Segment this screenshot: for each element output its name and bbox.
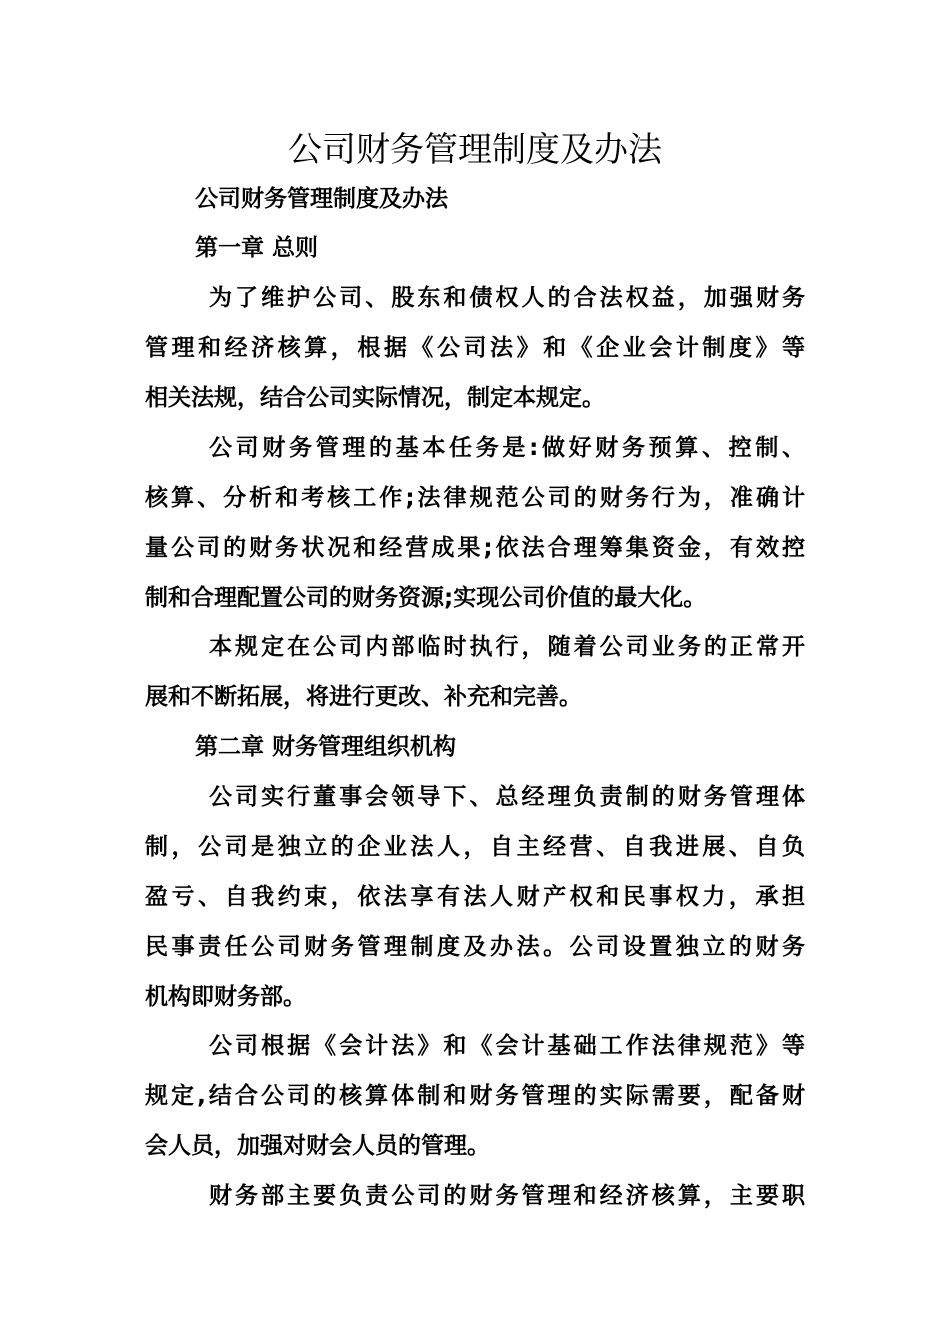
paragraph-line: 会人员，加强对财会人员的管理。 <box>145 1133 490 1159</box>
document-subtitle: 公司财务管理制度及办法 <box>195 186 448 212</box>
paragraph-line: 制，公司是独立的企业法人，自主经营、自我进展、自负 <box>145 834 805 860</box>
paragraph-line: 展和不断拓展，将进行更改、补充和完善。 <box>145 684 582 710</box>
chapter-2-heading: 第二章 财务管理组织机构 <box>195 734 457 760</box>
paragraph-line: 制和合理配置公司的财务资源;实现公司价值的最大化。 <box>145 585 707 611</box>
paragraph-line: 本规定在公司内部临时执行，随着公司业务的正常开 <box>209 634 805 660</box>
paragraph-line: 管理和经济核算，根据《公司法》和《企业会计制度》等 <box>145 335 805 361</box>
paragraph-line: 规定,结合公司的核算体制和财务管理的实际需要，配备财 <box>145 1083 805 1109</box>
paragraph-line: 为了维护公司、股东和债权人的合法权益，加强财务 <box>209 285 805 311</box>
paragraph-line: 机构即财务部。 <box>145 984 306 1010</box>
paragraph-line: 财务部主要负责公司的财务管理和经济核算，主要职 <box>209 1183 805 1209</box>
paragraph-line: 公司实行董事会领导下、总经理负责制的财务管理体 <box>209 784 805 810</box>
paragraph-line: 核算、分析和考核工作;法律规范公司的财务行为，准确计 <box>145 485 805 511</box>
paragraph-line: 相关法规，结合公司实际情况，制定本规定。 <box>145 385 605 411</box>
paragraph-line: 公司根据《会计法》和《会计基础工作法律规范》等 <box>209 1033 805 1059</box>
document-title: 公司财务管理制度及办法 <box>288 130 662 170</box>
paragraph-line: 公司财务管理的基本任务是:做好财务预算、控制、 <box>209 435 805 461</box>
paragraph-line: 民事责任公司财务管理制度及办法。公司设置独立的财务 <box>145 934 805 960</box>
paragraph-line: 盈亏、自我约束，依法享有法人财产权和民事权力，承担 <box>145 884 805 910</box>
paragraph-line: 量公司的财务状况和经营成果;依法合理筹集资金，有效控 <box>145 535 805 561</box>
chapter-1-heading: 第一章 总则 <box>195 235 319 261</box>
